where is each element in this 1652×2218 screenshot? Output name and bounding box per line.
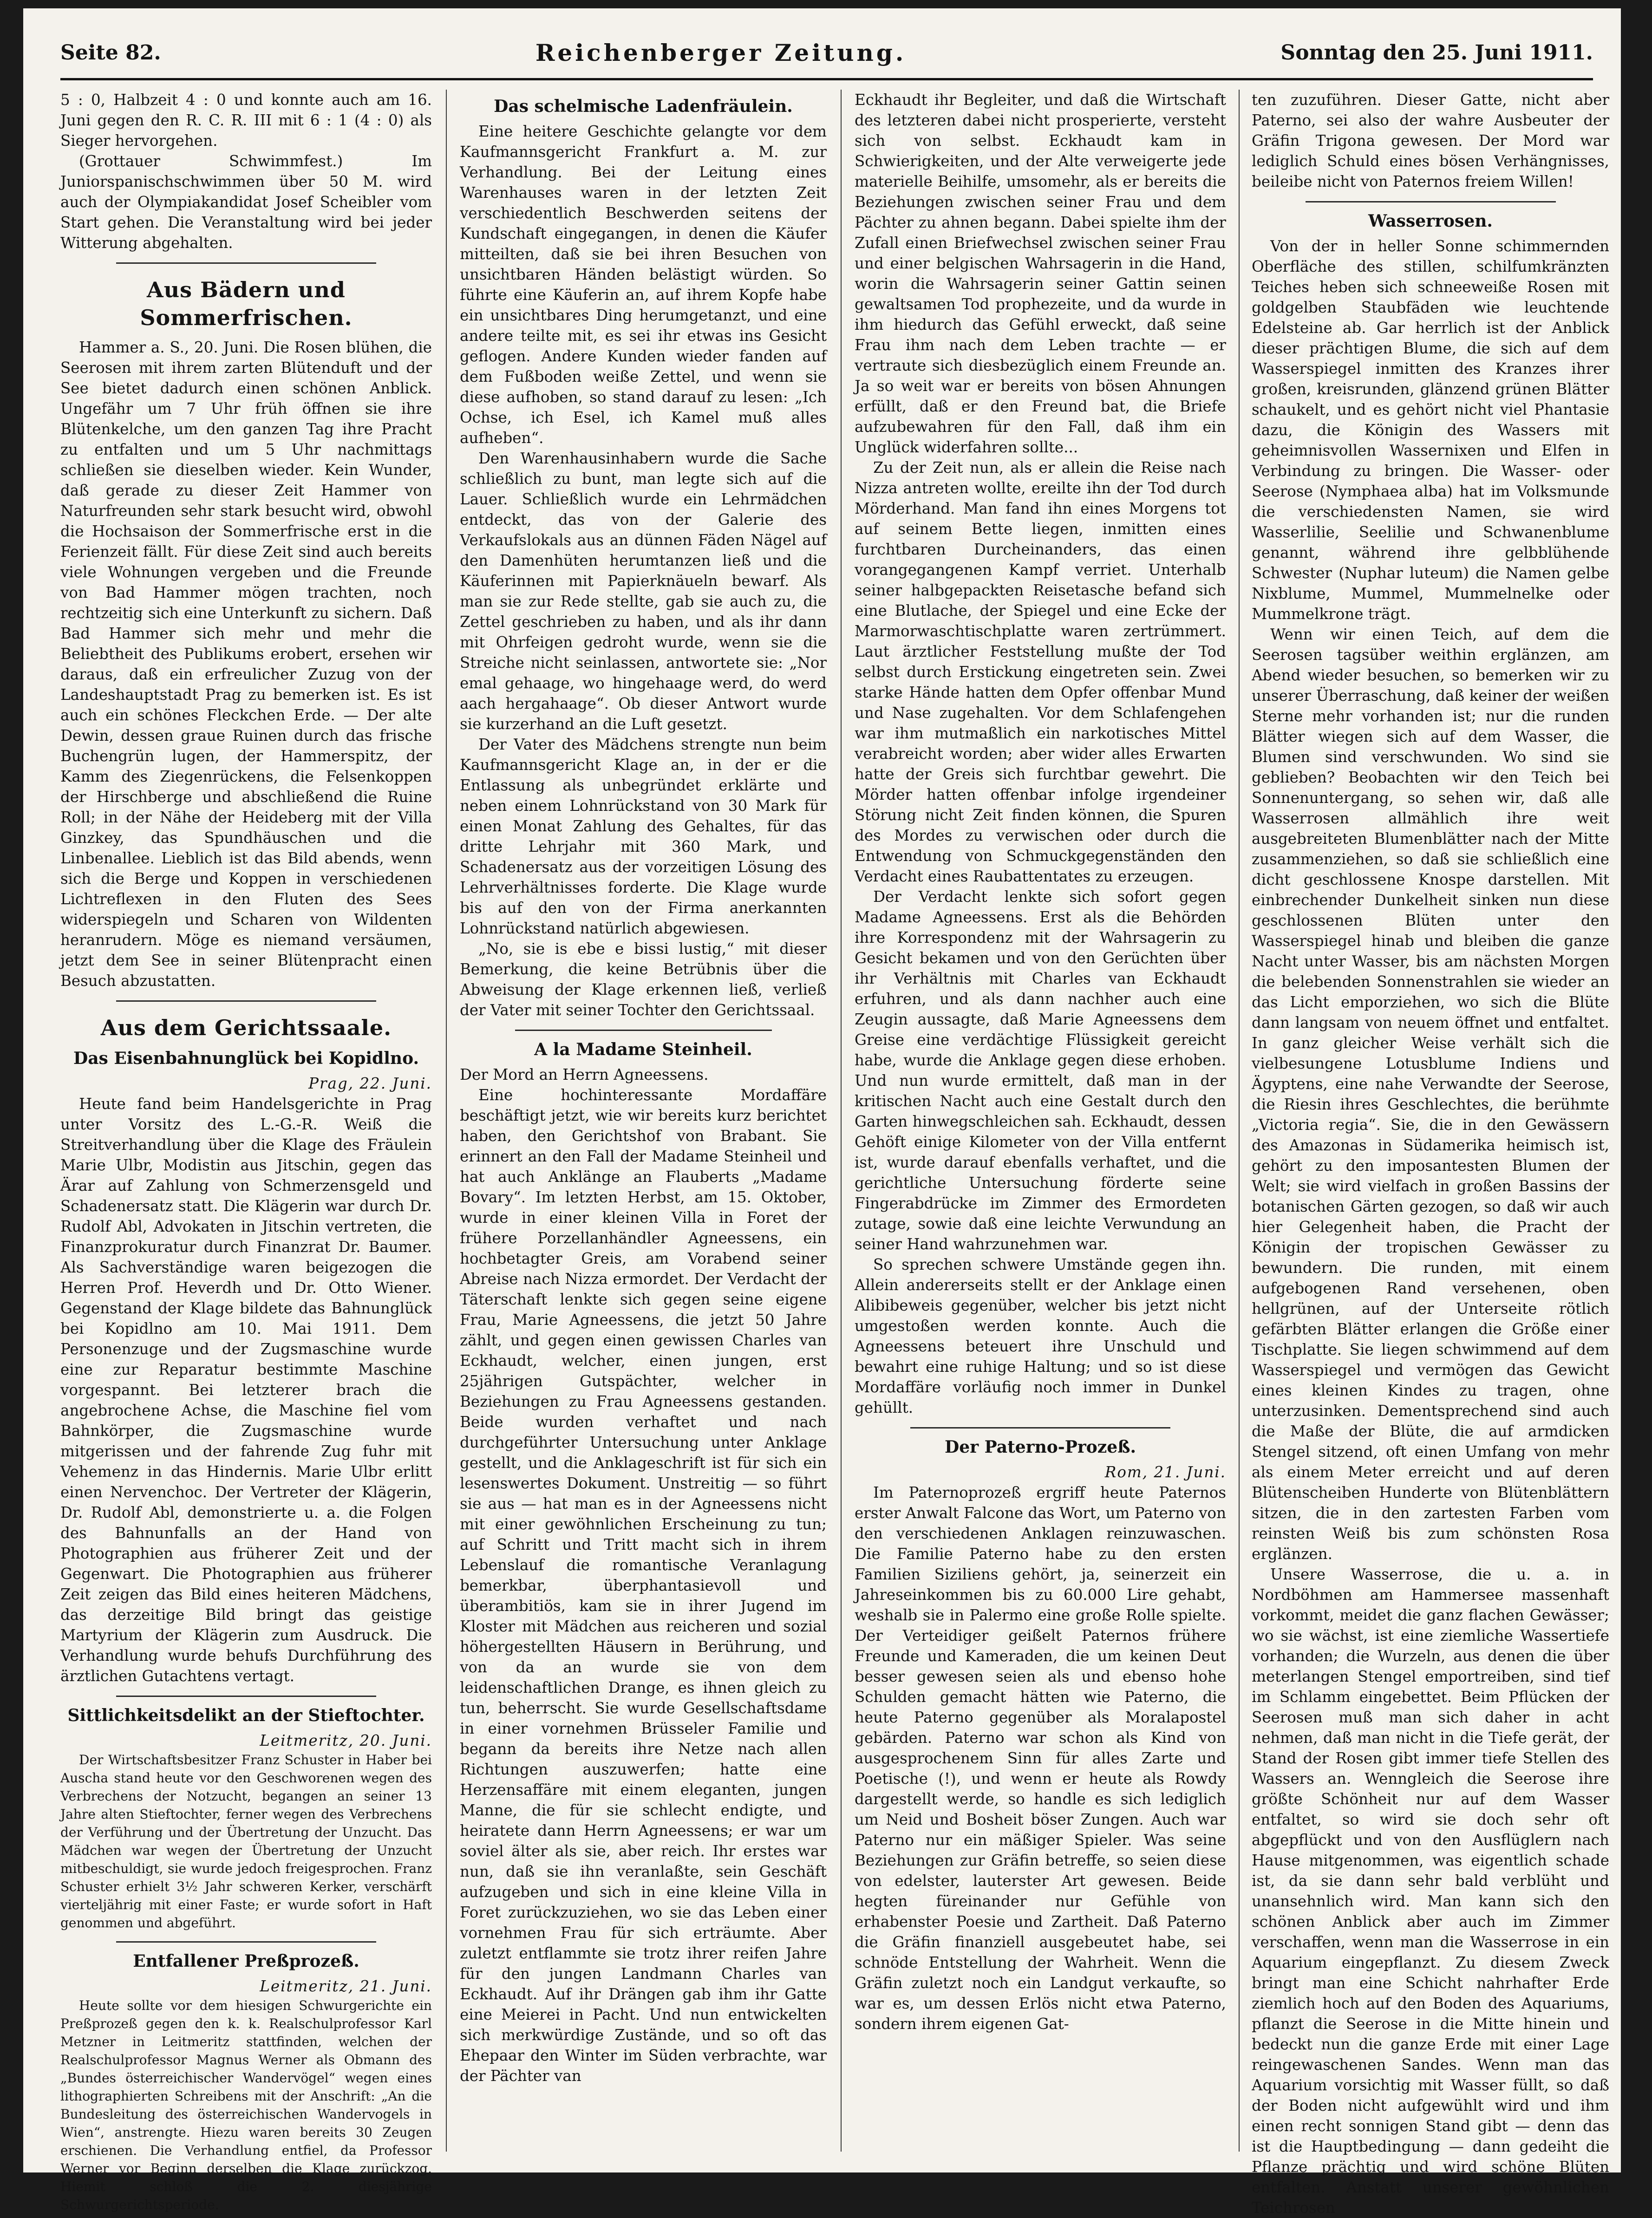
dateline: Leitmeritz, 20. Juni. bbox=[260, 1732, 432, 1749]
article-shop-girl-text: Eine heitere Geschichte gelangte vor dem Kaufmannsgericht Frankfurt a. M. zur Verhandlung. Bei der Leitung eines Warenhauses waren in der letzten Zeit verschiedentlich Beschwerden seitens der Kundschaft eingegangen, in denen die Käufer mitteilten, daß sie bei ihren Besuchen von unsichtbaren Händen belästigt würden. So führte eine Käuferin an, auf ihrem Kopfe habe ein unsichtbares Ding herumgetanzt, und eine andere teilte mit, es sei ihr etwas ins Gesicht geflogen. Andere Kunden wieder fanden auf dem Fußboden weiße Zettel, und wenn sie diese aufhoben, so stand darauf zu lesen: „Ich Ochse, ich Esel, ich Kamel muß alles aufheben“. bbox=[460, 123, 827, 447]
article-railway-accident-text: Heute fand beim Handelsgerichte in Prag unter Vorsitz des L.-G.-R. Weiß die Streitverhandlung über die Klage des Fräulein Marie Ulbr, Modistin aus Jitschin, gegen das Ärar auf Zahlung von Schmerzensgeld und Schadenersatz statt. Die Klägerin war durch Dr. Rudolf Abl, Advokaten in Jitschin vertreten, die Finanzprokuratur durch Finanzrat Dr. Baumer. Als Sachverständige waren beigezogen die Herren Prof. Heverdh und Dr. Otto Wiener. Gegenstand der Klage bildete das Bahnunglück bei Kopidlno am 10. Mai 1911. Dem Personenzuge und der Zugsmaschine wurde eine zur Reparatur bestimmte Maschine vorgespannt. Bei letzterer brach die angebrochene Achse, die Maschine fiel vom Bahnkörper, die Zugsmaschine wurde mitgerissen und der fahrende Zug fuhr mit Vehemenz in das Hindernis. Marie Ulbr erlitt einen Nervenchoc. Der Vertreter der Klägerin, Dr. Rudolf Abl, demonstrierte u. a. die Folgen des Bahnunfalls an der Hand von Photographien aus früherer Zeit und der Gegenwart. Die Photographien aus früherer Zeit zeigen das Bild eines heiteren Mädchens, das derzeitige Bild bringt das geistige Martyrium der Klägerin zum Ausdruck. Die Verhandlung wurde behufs Durchführung des ärztlichen Gutachtens vertagt. bbox=[60, 1095, 432, 1685]
column-4 bbox=[1252, 90, 1609, 2217]
masthead-title: Reichenberger Zeitung. bbox=[535, 39, 907, 66]
article-water-roses-text: Unsere Wasserrose, die u. a. in Nordböhmen am Hammersee massenhaft vorkommt, meidet die ganz flachen Gewässer; wo sie wächst, ist eine ziemliche Wassertiefe vorhanden; die Wurzeln, aus denen die über meterlangen Stengel emportreiben, sind tief im Schlamm eingebettet. Beim Pflücken der Seerosen muß man sich daher in acht nehmen, daß man nicht in die Tiefe gerät, der Stand der Rosen gibt immer tiefe Stellen des Wassers an. Wenngleich die Seerose ihre größte Schönheit nur auf dem Wasser entfaltet, so wird sie doch sehr oft abgepflückt und von den Ausflüglern nach Hause mitgenommen, was eigentlich schade ist, da sie dann sehr bald verblüht und unansehnlich wird. Man kann sich den schönen Anblick aber auch im Zimmer verschaffen, wenn man die Wasserrose in ein Aquarium eingepflanzt. Zu diesem Zweck bringt man eine Schicht nahrhafter Erde ziemlich hoch auf den Boden des Aquariums, pflanzt die Seerose in die Mitte hinein und bedeckt nun die ganze Erde mit einer Lage reingewaschenen Sandes. Wenn man das Aquarium vorsichtig mit Wasser füllt, so daß der Boden nicht aufgewühlt wird und ihm einen recht sonnigen Stand gibt — denn das ist die Hauptbedingung — dann gedeiht die Pflanze prächtig und wird schöne Blüten entfalten. Anstatt unserer gewöhnlichen Teichrosen bbox=[1252, 1566, 1609, 2217]
column-2 bbox=[460, 90, 827, 2152]
article-steinheil-lead: Der Mord an Herrn Agneessens. bbox=[460, 1066, 709, 1083]
article-title-water-roses: Wasserrosen. bbox=[1368, 211, 1493, 231]
article-title-steinheil: A la Madame Steinheil. bbox=[534, 1040, 752, 1059]
page-header bbox=[60, 27, 1593, 78]
newspaper-page bbox=[23, 8, 1621, 2217]
article-paterno-text: Im Paternoprozeß ergriff heute Paternos erster Anwalt Falcone das Wort, um Paterno von den verschiedenen Anklagen reinzuwaschen. Die Familie Paterno habe zu den ersten Familien Siziliens gehört, ja, seinerzeit ein Jahreseinkommen bis zu 60.000 Lire gehabt, weshalb sie in Palermo eine große Rolle spielte. Der Verteidiger geißelt Paternos frühere Freunde und Kameraden, die um keinen Deut besser gewesen seien als und ebenso hohe Schulden gemacht hätten wie Paterno, die heute Paterno gegenüber als Moralapostel gebärden. Paterno war schon als Kind von ausgesprochenem Sinn für alles Zarte und Poetische (!), und wenn er heute als Rowdy dargestellt werde, so handle es sich lediglich um Neid und Bosheit böser Zungen. Auch war Paterno nur ein mäßiger Spieler. Was seine Beziehungen zur Gräfin betreffe, so seien diese von edelster, lauterster Art gewesen. Beide hegten füreinander nur Gefühle von erhabenster Poesie und Zartheit. Daß Paterno die Gräfin finanziell ausgebeutet habe, sei schnöde Entstellung der Wahrheit. Wenn die Gräfin zuletzt noch ein Landgut verkaufte, so war es, um dessen Erlös nicht etwa Paterno, sondern ihrem eigenen Gat- bbox=[855, 1484, 1226, 2033]
column-divider bbox=[1239, 90, 1240, 2152]
article-steinheil-continued: Eckhaudt ihr Begleiter, und daß die Wirtschaft des letzteren dabei nicht prosperierte, versteht sich von selbst. Eckhaudt kam in Schwierigkeiten, und der Alte verweigerte jede materielle Beihilfe, umsomehr, als er bereits die Beziehungen zwischen seiner Frau und dem Pächter zu ahnen begann. Dabei spielte ihm der Zufall einen Briefwechsel zwischen seiner Frau und einer belgischen Wahrsagerin in die Hand, worin die Wahrsagerin seiner Gattin seinen gewaltsamen Tod prophezeite, und da wurde in ihm hiedurch das Gefühl erweckt, daß seine Frau ihm nach dem Leben trachte — er vertraute sich diesbezüglich einem Freunde an. Ja so weit war er bereits von bösen Ahnungen erfüllt, daß er den Freund bat, die Briefe aufzubewahren für den Fall, daß ihm ein Unglück widerfahren sollte... bbox=[855, 91, 1226, 456]
article-steinheil-continued: Zu der Zeit nun, als er allein die Reise nach Nizza antreten wollte, ereilte ihn der Tod durch Mörderhand. Man fand ihn eines Morgens tot auf seinem Bette liegen, inmitten eines furchtbaren Durcheinanders, das einen vorangegangenen Kampf verriet. Unterhalb seiner halbgepackten Reisetasche befand sich eine Blutlache, der Spiegel und eine Ecke der Marmorwaschtischplatte waren zertrümmert. Laut ärztlicher Feststellung mußte der Tod selbst durch Erstickung eingetreten sein. Zwei starke Hände hatten dem Opfer offenbar Mund und Nase zugehalten. Vor dem Schlafengehen war ihm mutmaßlich ein narkotisches Mittel verabreicht worden; aber wider alles Erwarten hatte der Greis sich furchtbar gewehrt. Die Mörder hatten offenbar infolge irgendeiner Störung nicht Zeit finden können, die Spuren des Mordes zu verwischen oder durch die Entwendung von Schmuckgegenständen den Verdacht eines Raubattentates zu erzeugen. bbox=[855, 459, 1226, 885]
section-rule bbox=[116, 1941, 376, 1943]
article-title-shop-girl: Das schelmische Ladenfräulein. bbox=[494, 97, 793, 116]
section-rule bbox=[910, 1427, 1170, 1429]
swim-meet-notice: (Grottauer Schwimmfest.) Im Juniorspanischschwimmen über 50 M. wird auch der Olympiakandidat Josef Scheibler vom Start gehen. Die Veranstaltung wird bei jeder Witterung abgehalten. bbox=[60, 152, 432, 252]
article-title-railway-accident: Das Eisenbahnunglück bei Kopidlno. bbox=[73, 1049, 419, 1068]
dateline: Prag, 22. Juni. bbox=[308, 1075, 432, 1092]
article-paterno-continued: ten zuzuführen. Dieser Gatte, nicht aber Paterno, sei also der wahre Ausbeuter der Gräfin Trigona gewesen. Der Mord war lediglich Schuld eines bösen Verhängnisses, beileibe nicht von Paternos freiem Willen! bbox=[1252, 91, 1609, 190]
section-rule bbox=[116, 1000, 376, 1002]
article-shop-girl-text: „No, sie is ebe e bissi lustig,“ mit dieser Bemerkung, die keine Betrübnis über die Abweisung der Klage erkennen ließ, verließ der Vater mit seiner Tochter den Gerichtssaal. bbox=[460, 940, 827, 1019]
section-title-court: Aus dem Gerichtssaale. bbox=[100, 1015, 392, 1040]
article-title-press-trial: Entfallener Preßprozeß. bbox=[133, 1951, 359, 1971]
article-shop-girl-text: Der Vater des Mädchens strengte nun beim Kaufmannsgericht Klage an, in der er die Entlassung als unbegründet erklärte und neben einem Lohnrückstand von 30 Mark für einen Monat Zahlung des Gehaltes, für das dritte Lehrjahr mit 360 Mark, und Schadenersatz aus der vorzeitigen Lösung des Lehrverhältnisses forderte. Die Klage wurde bis auf den von der Firma anerkannten Lohnrückstand natürlich abgewiesen. bbox=[460, 736, 827, 937]
article-steinheil-text: Eine hochinteressante Mordaffäre beschäftigt jetzt, wie wir bereits kurz berichtet haben, den Gerichtshof von Brabant. Sie erinnert an den Fall der Madame Steinheil und hat auch Anklänge an Flauberts „Madame Bovary“. Im letzten Herbst, am 15. Oktober, wurde in einer kleinen Villa in Foret der frühere Porzellanhändler Agneessens, ein hochbetagter Greis, am Vorabend seiner Abreise nach Nizza ermordet. Der Verdacht der Täterschaft lenkte sich gegen seine eigene Frau, Marie Agneessens, die jetzt 50 Jahre zählt, und gegen einen gewissen Charles van Eckhaudt, welcher, einen jungen, erst 25jährigen Gutspächter, welcher in Beziehungen zu Frau Agneessens gestanden. Beide wurden verhaftet und nach durchgeführter Untersuchung unter Anklage gestellt, und die Anklageschrift ist für sich ein lesenswertes Dokument. Unstreitig — so führt sie aus — hat man es in der Agneessens nicht mit einer gewöhnlichen Erscheinung zu tun; auf Schritt und Tritt macht sich in ihrem Lebenslauf die romantische Veranlagung bemerkbar, überphantasievoll und überambitiös, kam sie in ihrer Jugend im Kloster mit Mädchen aus reicheren und sozial höhergestellten Häusern in Berührung, und von da an wurde sie von dem leidenschaftlichen Drange, es ihnen gleich zu tun, beherrscht. Sie wurde Gesellschaftsdame in einer vornehmen Brüsseler Familie und begann da bereits ihre Netze nach allen Richtungen auszuwerfen; hatte eine Herzensaffäre mit einem eleganten, jungen Manne, die für sie schlecht endigte, und heiratete dann Herrn Agneessens; er war um soviel älter als sie, aber reich. Ihr erstes war nun, daß sie ihn veranlaßte, sein Geschäft aufzugeben und sich in eine kleine Villa in Foret zurückzuziehen, wo sie das Leben einer vornehmen Frau für sich erträumte. Aber zuletzt entflammte sie trotz ihrer reifen Jahre für den jungen Landmann Charles van Eckhaudt. Auf ihr Drängen gab ihm ihr Gatte eine Meierei in Pacht. Und nun entwickelten sich merkwürdige Zustände, und so oft das Ehepaar den Winter im Süden verbrachte, war der Pächter van bbox=[460, 1086, 827, 2085]
article-steinheil-continued: Der Verdacht lenkte sich sofort gegen Madame Agneessens. Erst als die Behörden ihre Korrespondenz mit der Wahrsagerin zu Gesicht bekamen und von den Gerüchten über ihr Verhältnis mit Charles van Eckhaudt erfuhren, und als dann nachher auch eine Zeugin aussagte, daß Marie Agneessens dem Greise eine verdächtige Flüssigkeit gereicht habe, wurde die Anklage gegen diese erhoben. Und nun wurde ermittelt, daß man in der kritischen Nacht auch eine Gestalt durch den Garten hinwegschleichen sah. Eckhaudt, dessen Gehöft einige Kilometer von der Villa entfernt ist, wurde darauf ebenfalls verhaftet, und die gerichtliche Untersuchung förderte seine Fingerabdrücke im Zimmer des Ermordeten zutage, sowie daß eine leichte Verwundung an seiner Hand wahrzunehmen war. bbox=[855, 888, 1226, 1253]
column-divider bbox=[446, 90, 447, 2152]
header-rule bbox=[60, 78, 1593, 80]
article-shop-girl-text: Den Warenhausinhabern wurde die Sache schließlich zu bunt, man legte sich auf die Lauer. Schließlich wurde ein Lehrmädchen entdeckt, das von der Galerie des Verkaufslokals aus an dünnen Fäden Nägel auf den Damenhüten herumtanzen ließ und die Käuferinnen mit Papierknäueln bewarf. Als man sie zur Rede stellte, gab sie auch zu, die Zettel geschrieben zu haben, und als ihr dann mit Ohrfeigen gedroht wurde, wenn sie die Streiche nicht seinlassen, antwortete sie: „Nor emal gehaage, wo hingehaage werd, do werd aach hergahaage“. Ob dieser Antwort wurde sie kurzerhand an die Luft gesetzt. bbox=[460, 450, 827, 733]
article-title-morality-offense: Sittlichkeitsdelikt an der Stieftochter. bbox=[67, 1706, 425, 1725]
column-divider bbox=[841, 90, 842, 2152]
issue-date: Sonntag den 25. Juni 1911. bbox=[1280, 40, 1593, 65]
article-morality-offense-text: Der Wirtschaftsbesitzer Franz Schuster in Haber bei Auscha stand heute vor den Geschworenen wegen des Verbrechens der Notzucht, begangen an seiner 13 Jahre alten Stieftochter, ferner wegen des Verbrechens der Verführung und der Übertretung der Unzucht. Das Mädchen war wegen der Übertretung der Unzucht mitbeschuldigt, sie wurde jedoch freigesprochen. Franz Schuster erhielt 3½ Jahr schweren Kerker, verschärft vierteljährig mit einer Faste; er wurde sofort in Haft genommen und abgeführt. bbox=[60, 1752, 432, 1931]
section-rule bbox=[1306, 201, 1556, 202]
dateline: Rom, 21. Juni. bbox=[1104, 1463, 1226, 1481]
sports-result-text: 5 : 0, Halbzeit 4 : 0 und konnte auch am 16. Juni gegen den R. C. R. III mit 6 : 1 (4 : 0) als Sieger hervorgehen. bbox=[60, 91, 432, 150]
article-water-roses-text: Wenn wir einen Teich, auf dem die Seerosen tagsüber weithin erglänzen, am Abend wieder besuchen, so bemerken wir zu unserer Überraschung, daß keiner der weißen Sterne mehr vorhanden ist; nur die runden Blätter wiegen sich auf dem Wasser, die Blumen sind verschwunden. Wo sind sie geblieben? Beobachten wir den Teich bei Sonnenuntergang, so sehen wir, daß alle Wasserrosen allmählich ihre weit ausgebreiteten Blumenblätter nach der Mitte zusammenziehen, so daß sie schließlich eine dicht geschlossene Knospe darstellen. Mit einbrechender Dunkelheit sinken nun diese geschlossenen Blüten unter den Wasserspiegel hinab und bleiben die ganze Nacht unter Wasser, bis am nächsten Morgen die belebenden Sonnenstrahlen sie wieder an das Licht emporziehen, wo sich die Blüte dann langsam von neuem öffnet und entfaltet. In ganz gleicher Weise verhält sich die vielbesungene Lotusblume Indiens und Ägyptens, eine nahe Verwandte der Seerose, die Riesin ihres Geschlechtes, die berühmte „Victoria regia“. Sie, die in den Gewässern des Amazonas in Südamerika heimisch ist, gehört zu den imposantesten Blumen der Welt; sie wird vielfach in großen Bassins der botanischen Gärten gezogen, so daß wir auch hier Gelegenheit haben, die Pracht der Königin der tropischen Gewässer zu bewundern. Die runden, mit einem aufgebogenen Rand versehenen, oben hellgrünen, auf der Unterseite rötlich gefärbten Blätter erlangen die Größe einer Tischplatte. Sie liegen schwimmend auf dem Wasserspiegel und vermögen das Gewicht eines kleinen Kindes zu tragen, ohne unterzusinken. Dementsprechend sind auch die Maße der Blüte, die auf armdicken Stengel sitzend, oft einen Umfang von mehr als einem Meter erreicht und auf deren Blütenscheiben Hunderte von Blütenblättern sitzen, die in den zartesten Farben vom reinsten Weiß bis zum schönsten Rosa erglänzen. bbox=[1252, 626, 1609, 1563]
article-steinheil-continued: So sprechen schwere Umstände gegen ihn. Allein andererseits stellt er der Anklage einen Alibibeweis gegenüber, welcher bis jetzt nicht umgestoßen werden konnte. Auch die Agneessens beteuert ihre Unschuld und bewahrt eine ruhige Haltung; und so ist diese Mordaffäre vorläufig noch immer in Dunkel gehüllt. bbox=[855, 1256, 1226, 1416]
section-rule bbox=[116, 262, 376, 264]
column-1 bbox=[60, 90, 432, 2212]
article-press-trial-text: Heute sollte vor dem hiesigen Schwurgerichte ein Preßprozeß gegen den k. k. Realschulprofessor Karl Metzner in Leitmeritz stattfinden, welchen der Realschulprofessor Magnus Werner als Obmann des „Bundes österreichischer Wandervögel“ wegen eines lithographierten Schreibens mit der Anschrift: „An die Bundesleitung des österreichischen Wandervogels in Wien“, anstrengte. Hiezu waren bereits 30 Zeugen erschienen. Die Verhandlung entfiel, da Professor Werner vor Beginn derselben die Klage zurückzog. Hiemit schloß die 2. diesjährige Schwurgerichtsperiode. bbox=[60, 1998, 432, 2212]
section-rule bbox=[515, 1030, 772, 1031]
section-rule bbox=[116, 1696, 376, 1697]
article-water-roses-text: Von der in heller Sonne schimmernden Oberfläche des stillen, schilfumkränzten Teiches heben sich schneeweiße Rosen mit goldgelben Staubfäden wie leuchtende Edelsteine ab. Gar herrlich ist der Anblick dieser prächtigen Blume, die sich auf dem Wasserspiegel inmitten des Kranzes ihrer großen, kreisrunden, glänzend grünen Blätter schaukelt, und es gehört nicht viel Phantasie dazu, die Königin des Wassers mit geheimnisvollen Wassernixen und Elfen in Verbindung zu bringen. Die Wasser- oder Seerose (Nymphaea alba) hat im Volksmunde die verschiedensten Namen, sie wird Wasserlilie, Seelilie und Schwanenblume genannt, während ihre gelbblühende Schwester (Nuphar luteum) die Namen gelbe Nixblume, Mummel, Mummelnelke oder Mummelkrone trägt. bbox=[1252, 237, 1609, 623]
section-title-spas: Aus Bädern und Sommerfrischen. bbox=[140, 277, 353, 330]
column-3 bbox=[855, 90, 1226, 2152]
article-title-paterno: Der Paterno-Prozeß. bbox=[945, 1437, 1136, 1457]
article-hammer-text: Hammer a. S., 20. Juni. Die Rosen blühen, die Seerosen mit ihrem zarten Blütenduft und der See bietet dadurch einen schönen Anblick. Ungefähr um 7 Uhr früh öffnen sie ihre Blütenkelche, um den ganzen Tag ihre Pracht zu entfalten und um 5 Uhr nachmittags schließen sie dieselben wieder. Kein Wunder, daß gerade zu dieser Zeit Hammer von Naturfreunden sehr stark besucht wird, obwohl die Hochsaison der Sommerfrische erst in die Ferienzeit fällt. Für diese Zeit sind auch bereits viele Wohnungen vergeben und die Freunde von Bad Hammer mögen trachten, noch rechtzeitig sich eine Unterkunft zu sichern. Daß Bad Hammer sich mehr und mehr die Beliebtheit des Publikums erobert, ersehen wir daraus, daß ein erfreulicher Zuzug von der Landeshauptstadt Prag zu bemerken ist. Es ist auch ein schönes Fleckchen Erde. — Der alte Dewin, dessen graue Ruinen durch das frische Buchengrün lugen, der Hammerspitz, der Kamm des Ziegenrückens, die Felsenkoppen der Hirschberge und abschließend die Ruine Roll; in der Nähe der Heideberg mit der Villa Ginzkey, das Spundhäuschen und die Linbenallee. Lieblich ist das Bild abends, wenn sich die Berge und Koppen in verschiedenen Lichtreflexen in den Fluten des Sees widerspiegeln und Scharen von Wildenten heranrudern. Möge es niemand versäumen, jetzt dem See in seiner Blütenpracht einen Besuch abzustatten. bbox=[60, 339, 432, 990]
dateline: Leitmeritz, 21. Juni. bbox=[260, 1977, 432, 1995]
page-number: Seite 82. bbox=[60, 40, 161, 65]
